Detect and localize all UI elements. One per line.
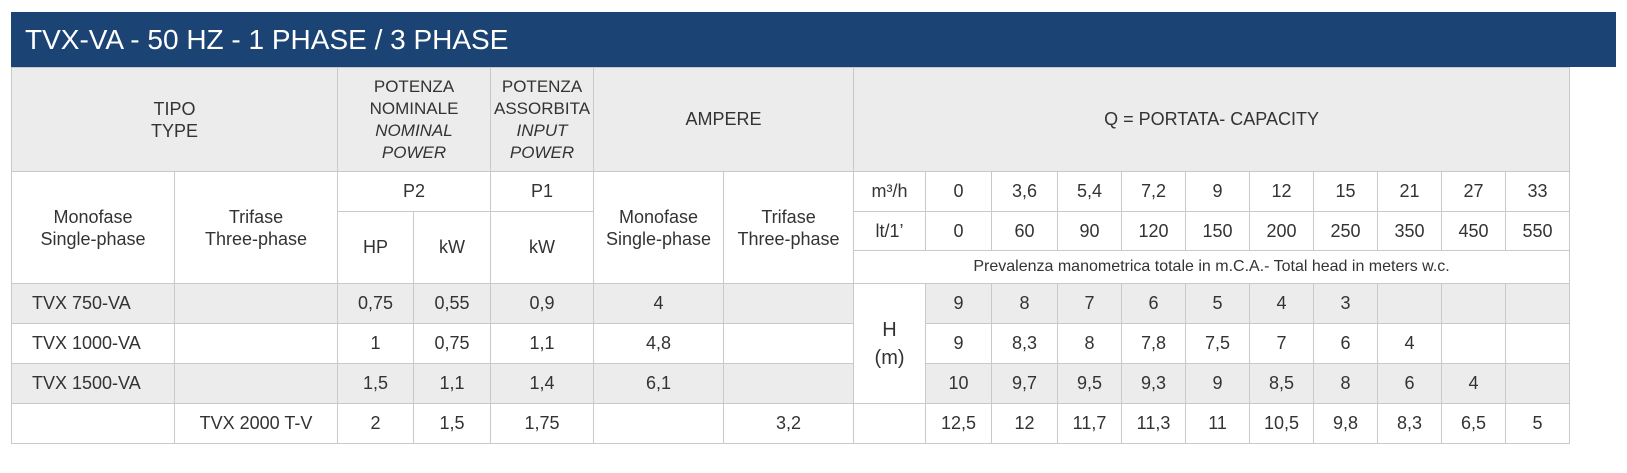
m3h-cell: 5,4 (1058, 172, 1122, 212)
head-cell: 7 (1058, 284, 1122, 324)
head-cell: 9,3 (1122, 364, 1186, 404)
head-cell: 4 (1250, 284, 1314, 324)
amp-tri-cell (724, 364, 854, 404)
table-row (12, 284, 1627, 324)
model-mono (12, 404, 175, 444)
m3h-cell: 15 (1314, 172, 1378, 212)
head-cell: 6 (1314, 324, 1378, 364)
head-cell: 9 (926, 284, 992, 324)
amp-mono-cell: 4,8 (594, 324, 724, 364)
head-cell: 3 (1314, 284, 1378, 324)
m3h-cell: 7,2 (1122, 172, 1186, 212)
table-row (12, 404, 1627, 444)
model-mono: TVX 1000-VA (12, 324, 175, 364)
header-nominal-power: POTENZA NOMINALE NOMINAL POWER (338, 68, 491, 172)
head-cell: 9,7 (992, 364, 1058, 404)
lt-cell: 120 (1122, 212, 1186, 251)
subheader-amp-monofase: Monofase Single-phase (594, 172, 724, 284)
model-tri (175, 364, 338, 404)
p1-cell: 0,9 (491, 284, 594, 324)
lt-cell: 250 (1314, 212, 1378, 251)
head-cell (1506, 284, 1570, 324)
head-cell: 8,3 (1378, 404, 1442, 444)
head-cell: 4 (1378, 324, 1442, 364)
model-mono: TVX 750-VA (12, 284, 175, 324)
lt-cell: 0 (926, 212, 992, 251)
head-label: H (m) (854, 284, 926, 404)
head-cell (1506, 364, 1570, 404)
head-cell: 10 (926, 364, 992, 404)
header-tipo: TIPO TYPE (12, 68, 338, 172)
head-cell (1442, 284, 1506, 324)
kw-cell: 0,75 (414, 324, 491, 364)
p1-cell: 1,75 (491, 404, 594, 444)
lt-cell: 200 (1250, 212, 1314, 251)
head-cell: 5 (1506, 404, 1570, 444)
m3h-cell: 21 (1378, 172, 1442, 212)
subheader-trifase: Trifase Three-phase (175, 172, 338, 284)
m3h-cell: 33 (1506, 172, 1570, 212)
unit-m3h: m³/h (854, 172, 926, 212)
head-cell: 8,3 (992, 324, 1058, 364)
head-cell: 9,5 (1058, 364, 1122, 404)
table-row (12, 364, 1627, 404)
head-cell: 11,7 (1058, 404, 1122, 444)
model-tri (175, 284, 338, 324)
hp-cell: 1,5 (338, 364, 414, 404)
model-tri (175, 324, 338, 364)
head-cell (1506, 324, 1570, 364)
head-label-spacer (854, 404, 926, 444)
header-input-power: POTENZA ASSORBITA INPUT POWER (491, 68, 594, 172)
subheader-amp-trifase: Trifase Three-phase (724, 172, 854, 284)
head-cell: 9 (926, 324, 992, 364)
lt-cell: 350 (1378, 212, 1442, 251)
head-cell: 9,8 (1314, 404, 1378, 444)
amp-mono-cell: 6,1 (594, 364, 724, 404)
subheader-kw-p2: kW (414, 212, 491, 284)
lt-cell: 550 (1506, 212, 1570, 251)
model-mono: TVX 1500-VA (12, 364, 175, 404)
head-cell: 5 (1186, 284, 1250, 324)
p1-cell: 1,4 (491, 364, 594, 404)
head-cell: 6 (1122, 284, 1186, 324)
subheader-hp: HP (338, 212, 414, 284)
m3h-cell: 0 (926, 172, 992, 212)
subheader-row-1 (12, 172, 1627, 212)
m3h-cell: 9 (1186, 172, 1250, 212)
head-cell: 8 (992, 284, 1058, 324)
head-cell: 8,5 (1250, 364, 1314, 404)
kw-cell: 1,5 (414, 404, 491, 444)
head-cell: 8 (1058, 324, 1122, 364)
subheader-kw-p1: kW (491, 212, 594, 284)
header-row (12, 68, 1627, 172)
head-cell: 11,3 (1122, 404, 1186, 444)
unit-lt: lt/1’ (854, 212, 926, 251)
head-cell: 6 (1378, 364, 1442, 404)
kw-cell: 0,55 (414, 284, 491, 324)
amp-mono-cell: 4 (594, 284, 724, 324)
head-cell: 12,5 (926, 404, 992, 444)
spec-table (11, 67, 1627, 444)
lt-cell: 450 (1442, 212, 1506, 251)
amp-tri-cell (724, 324, 854, 364)
m3h-cell: 12 (1250, 172, 1314, 212)
subheader-p2: P2 (338, 172, 491, 212)
header-ampere: AMPERE (594, 68, 854, 172)
head-cell: 11 (1186, 404, 1250, 444)
model-tri: TVX 2000 T-V (175, 404, 338, 444)
head-cell: 8 (1314, 364, 1378, 404)
subheader-p1: P1 (491, 172, 594, 212)
lt-cell: 150 (1186, 212, 1250, 251)
lt-cell: 60 (992, 212, 1058, 251)
p1-cell: 1,1 (491, 324, 594, 364)
spec-table-container (11, 12, 1616, 444)
m3h-cell: 3,6 (992, 172, 1058, 212)
table-row (12, 324, 1627, 364)
head-cell: 12 (992, 404, 1058, 444)
subheader-monofase: Monofase Single-phase (12, 172, 175, 284)
head-cell: 7 (1250, 324, 1314, 364)
lt-cell: 90 (1058, 212, 1122, 251)
table-title: TVX-VA - 50 HZ - 1 PHASE / 3 PHASE (11, 12, 1616, 67)
head-cell: 10,5 (1250, 404, 1314, 444)
amp-tri-cell (724, 284, 854, 324)
head-cell: 9 (1186, 364, 1250, 404)
head-cell (1442, 324, 1506, 364)
amp-mono-cell (594, 404, 724, 444)
head-cell: 7,5 (1186, 324, 1250, 364)
head-note: Prevalenza manometrica totale in m.C.A.- Total head in meters w.c. (854, 251, 1570, 284)
hp-cell: 1 (338, 324, 414, 364)
kw-cell: 1,1 (414, 364, 491, 404)
head-cell: 6,5 (1442, 404, 1506, 444)
hp-cell: 2 (338, 404, 414, 444)
m3h-cell: 27 (1442, 172, 1506, 212)
header-capacity: Q = PORTATA- CAPACITY (854, 68, 1570, 172)
head-cell (1378, 284, 1442, 324)
head-cell: 4 (1442, 364, 1506, 404)
hp-cell: 0,75 (338, 284, 414, 324)
amp-tri-cell: 3,2 (724, 404, 854, 444)
head-cell: 7,8 (1122, 324, 1186, 364)
